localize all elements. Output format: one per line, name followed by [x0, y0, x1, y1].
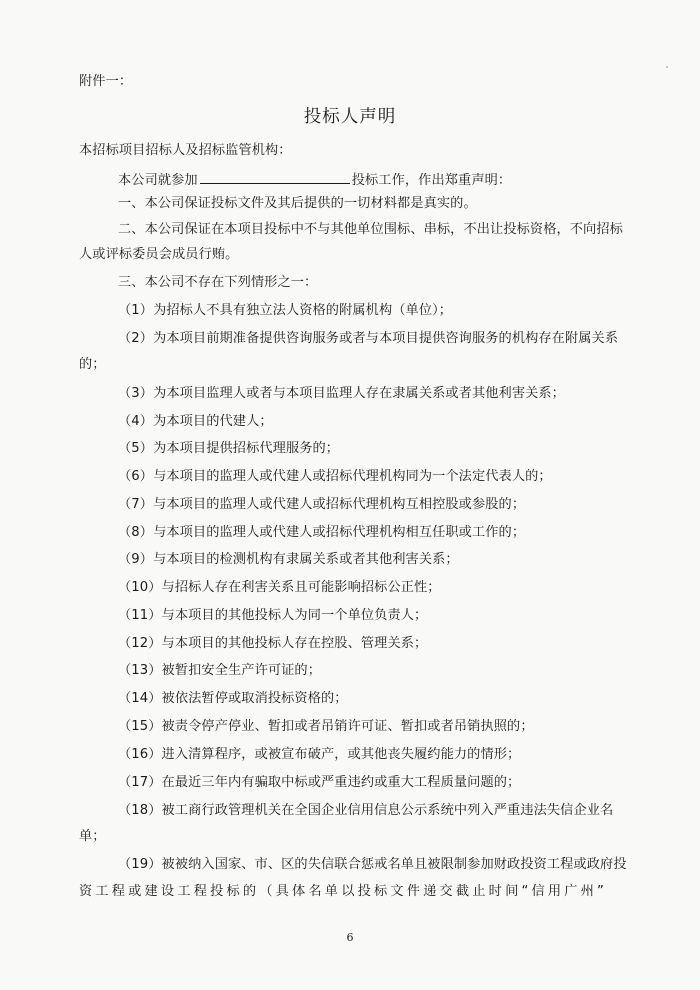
scan-speck — [666, 66, 668, 68]
list-item-11: （11）与本项目的其他投标人为同一个单位负责人； — [118, 608, 428, 623]
attachment-label: 附件一： — [79, 74, 133, 89]
list-item-16: （16）进入清算程序，或被宣布破产，或其他丧失履约能力的情形； — [118, 747, 521, 762]
project-name-blank — [200, 171, 350, 184]
list-item-15: （15）被责令停产停业、暂扣或者吊销许可证、暂扣或者吊销执照的； — [118, 719, 534, 734]
list-item-4: （4）为本项目的代建人； — [118, 414, 273, 429]
list-item-5: （5）为本项目提供招标代理服务的； — [118, 441, 340, 456]
list-item-19-line-2: 资工程或建设工程投标的（具体名单以投标文件递交截止时间“信用广州” — [79, 884, 608, 899]
para-2-line-2: 人或评标委员会成员行贿。 — [79, 247, 239, 262]
list-item-7: （7）与本项目的监理人或代建人或招标代理机构互相控股或参股的； — [118, 497, 526, 512]
list-item-2-line-2: 的； — [79, 357, 106, 372]
page-number: 6 — [346, 931, 354, 944]
intro-before-blank: 本公司就参加 — [118, 173, 198, 188]
list-item-19-line-1: （19）被被纳入国家、市、区的失信联合惩戒名单且被限制参加财政投资工程或政府投 — [118, 857, 627, 872]
para-3: 三、本公司不存在下列情形之一： — [118, 275, 318, 290]
list-item-2-line-1: （2）为本项目前期准备提供咨询服务或者与本项目提供咨询服务的机构存在附属关系 — [118, 331, 619, 346]
list-item-14: （14）被依法暂停或取消投标资格的； — [118, 691, 348, 706]
list-item-18-line-1: （18）被工商行政管理机关在全国企业信用信息公示系统中列入严重违法失信企业名 — [118, 803, 614, 818]
para-2-line-1: 二、本公司保证在本项目投标中不与其他单位围标、串标，不出让投标资格，不向招标 — [118, 222, 623, 237]
list-item-8: （8）与本项目的监理人或代建人或招标代理机构相互任职或工作的； — [118, 525, 526, 540]
para-1: 一、本公司保证投标文件及其后提供的一切材料都是真实的。 — [118, 196, 477, 211]
page-title: 投标人声明 — [303, 107, 397, 127]
list-item-12: （12）与本项目的其他投标人存在控股、管理关系； — [118, 636, 428, 651]
list-item-1: （1）为招标人不具有独立法人资格的附属机构（单位）； — [118, 303, 453, 318]
intro-after-blank: 投标工作，作出郑重声明： — [351, 173, 512, 188]
list-item-10: （10）与招标人存在利害关系且可能影响招标公正性； — [118, 580, 441, 595]
addressee: 本招标项目招标人及招标监管机构： — [79, 143, 292, 158]
list-item-17: （17）在最近三年内有骗取中标或严重违约或重大工程质量问题的； — [118, 775, 521, 790]
list-item-18-line-2: 单； — [79, 829, 106, 844]
intro-line — [118, 171, 511, 189]
list-item-13: （13）被暂扣安全生产许可证的； — [118, 663, 322, 678]
list-item-9: （9）与本项目的检测机构有隶属关系或者其他利害关系； — [118, 552, 459, 567]
list-item-3: （3）为本项目监理人或者与本项目监理人存在隶属关系或者其他利害关系； — [118, 386, 565, 401]
list-item-6: （6）与本项目的监理人或代建人或招标代理机构同为一个法定代表人的； — [118, 469, 552, 484]
